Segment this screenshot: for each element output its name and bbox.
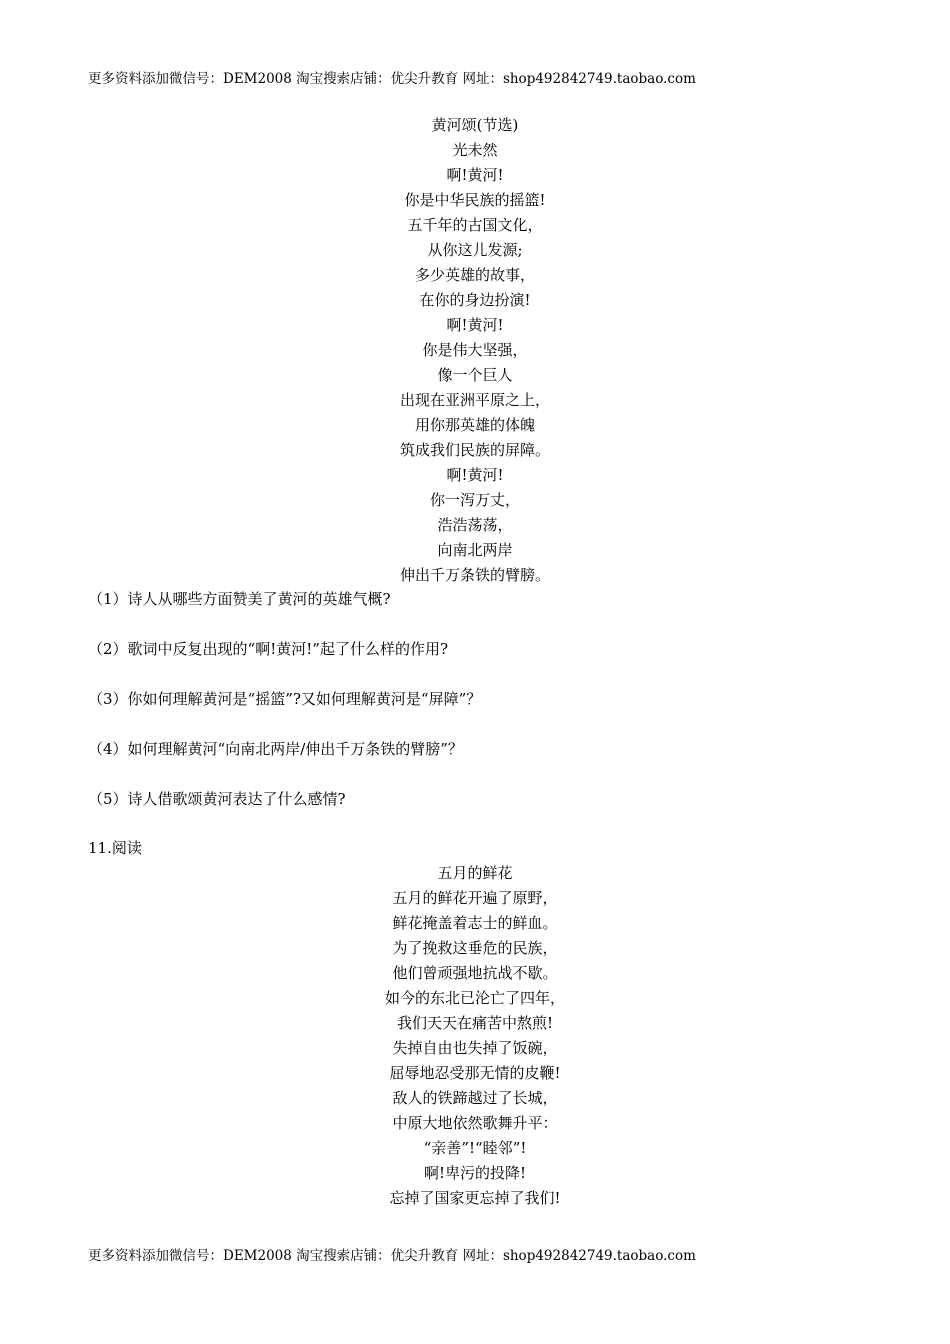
poem-line: 如今的东北已沦亡了四年， bbox=[384, 989, 565, 1007]
page-header: 更多资料添加微信号：DEM2008 淘宝搜索店铺：优尖升教育 网址：shop492842749.taobao.com bbox=[88, 71, 696, 87]
poem-line: 多少英雄的故事， bbox=[414, 266, 535, 284]
poem-line: 你是伟大坚强， bbox=[422, 341, 528, 359]
poem-line: 从你这儿发源; bbox=[427, 241, 523, 259]
poem-line: 我们天天在痛苦中熬煎! bbox=[396, 1014, 554, 1032]
poem-line: 五月的鲜花开遍了原野， bbox=[392, 889, 558, 907]
page-footer: 更多资料添加微信号：DEM2008 淘宝搜索店铺：优尖升教育 网址：shop492842749.taobao.com bbox=[88, 1248, 696, 1264]
poem-line: 筑成我们民族的屏障。 bbox=[399, 441, 550, 459]
poem-line: 他们曾顽强地抗战不歇。 bbox=[392, 964, 558, 982]
poem-line: 啊!卑污的投降! bbox=[423, 1164, 527, 1182]
poem-author: 光未然 bbox=[452, 141, 498, 159]
poem-huanghe-song bbox=[0, 113, 950, 588]
poem-line: “亲善”!“睦邻”! bbox=[423, 1139, 527, 1157]
poem-line: 出现在亚洲平原之上， bbox=[399, 391, 550, 409]
poem-line: 浩浩荡荡， bbox=[437, 516, 513, 534]
poem-line: 伸出千万条铁的臂膀。 bbox=[399, 566, 550, 584]
question-1: （1）诗人从哪些方面赞美了黄河的英雄气概? bbox=[88, 590, 391, 608]
poem-wuyue-xianhua bbox=[0, 861, 950, 1211]
poem-line: 五千年的古国文化， bbox=[407, 216, 543, 234]
poem-line: 啊!黄河! bbox=[446, 466, 504, 484]
poem-line: 啊!黄河! bbox=[446, 166, 504, 184]
poem-line: 像一个巨人 bbox=[437, 366, 513, 384]
question-3: （3）你如何理解黄河是“摇篮”?又如何理解黄河是“屏障”？ bbox=[88, 690, 482, 708]
question-5: （5）诗人借歌颂黄河表达了什么感情? bbox=[88, 790, 346, 808]
poem-line: 在你的身边扮演! bbox=[419, 291, 531, 309]
poem-line: 为了挽救这垂危的民族， bbox=[392, 939, 558, 957]
question-2: （2）歌词中反复出现的“啊!黄河!”起了什么样的作用? bbox=[88, 640, 448, 658]
poem-line: 鲜花掩盖着志士的鲜血。 bbox=[392, 914, 558, 932]
poem-line: 中原大地依然歌舞升平： bbox=[392, 1114, 558, 1132]
poem-line: 你一泻万丈， bbox=[429, 491, 520, 509]
poem-line: 用你那英雄的体魄 bbox=[414, 416, 535, 434]
poem-line: 屈辱地忍受那无情的皮鞭! bbox=[389, 1064, 561, 1082]
poem-line: 啊!黄河! bbox=[446, 316, 504, 334]
question-list bbox=[88, 587, 481, 837]
poem-line: 失掉自由也失掉了饭碗， bbox=[392, 1039, 558, 1057]
poem-line: 忘掉了国家更忘掉了我们! bbox=[389, 1189, 561, 1207]
poem-line: 敌人的铁蹄越过了长城， bbox=[392, 1089, 558, 1107]
question-4: （4）如何理解黄河“向南北两岸/伸出千万条铁的臂膀”？ bbox=[88, 740, 463, 758]
section-heading: 11.阅读 bbox=[88, 839, 142, 857]
poem-line: 你是中华民族的摇篮! bbox=[404, 191, 546, 209]
poem-title: 黄河颂(节选) bbox=[431, 116, 519, 134]
poem-title: 五月的鲜花 bbox=[437, 864, 513, 882]
poem-line: 向南北两岸 bbox=[437, 541, 513, 559]
